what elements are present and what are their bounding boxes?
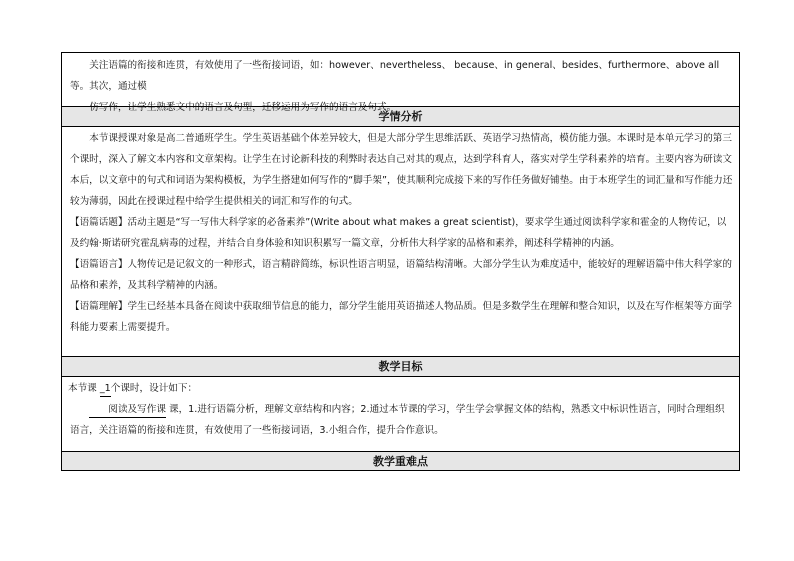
objectives-paragraph (62, 399, 739, 441)
section-heading-teaching-objectives: 教学目标 (62, 356, 739, 376)
teaching-objectives-section (62, 376, 739, 451)
lesson-count-line (62, 378, 739, 399)
intro-section (62, 52, 739, 113)
comprehension-paragraph: 【语篇理解】学生已经基本具备在阅读中获取细节信息的能力，部分学生能用英语描述人物品质。但是多数学生在理解和整合知识，以及在写作框架等方面学科能力要素上需要提升。 (70, 301, 732, 333)
lesson-plan-table (61, 52, 740, 471)
topic-paragraph: 【语篇话题】活动主题是“写一写伟大科学家的必备素养”(Write about what makes a great scientist)，要求学生通过阅读科学家和霍金的人物传记，以及约翰·斯诺研究霍乱病毒的过程，并结合自身体验和知识积累写一篇文章，分析伟大科学家的品格和素养，阐述科学精神的内涵。 (70, 217, 727, 249)
student-analysis-paragraph: 本节课授课对象是高二普通班学生。学生英语基础个体差异较大，但是大部分学生思维活跃、英语学习热情高，模仿能力强。本课时是本单元学习的第三个课时，深入了解文本内容和文章架构。让学生在讨论新科技的利弊时表达自己对其的观点，达到学科育人，落实对学生学科素养的培育。主要内容为研读文本后，以文章中的句式和词语为架构模板，为学生搭建如何写作的“脚手架”，使其顺利完成接下来的写作任务做好铺垫。由于本班学生的词汇量和写作能力还较为薄弱，因此在授课过程中给学生提供相关的词汇和写作的句式。 (70, 133, 733, 207)
student-analysis-section (62, 126, 739, 356)
intro-line-1: 关注语篇的衔接和连贯，有效使用了一些衔接词语，如：however、nevertheless、 because、in general、besides、furthermore、above all 等。其次，通过模 (70, 60, 720, 92)
intro-line-2: 仿写作，让学生熟悉文中的语言及句型，迁移运用为写作的语言及句式。 (89, 102, 397, 113)
language-paragraph: 【语篇语言】人物传记是记叙文的一种形式，语言精辟简练，标识性语言明显，语篇结构清晰。大部分学生认为难度适中，能较好的理解语篇中伟大科学家的品格和素养，及其科学精神的内涵。 (70, 259, 732, 291)
lesson-count-suffix: 个课时，设计如下： (110, 383, 198, 394)
course-type-blank: 阅读及写作课 (89, 402, 166, 418)
section-heading-key-points: 教学重难点 (62, 451, 739, 471)
lesson-count-blank: _1 (100, 381, 111, 397)
objectives-text: 课，1.进行语篇分析，理解文章结构和内容；2.通过本节课的学习，学生学会掌握文体的结构，熟悉文中标识性语言，同时合理组织语言，关注语篇的衔接和连贯，有效使用了一些衔接词语，3.小组合作，提升合作意识。 (70, 404, 725, 436)
lesson-count-prefix: 本节课 (68, 383, 100, 394)
section-heading-student-analysis: 学情分析 (62, 106, 739, 126)
